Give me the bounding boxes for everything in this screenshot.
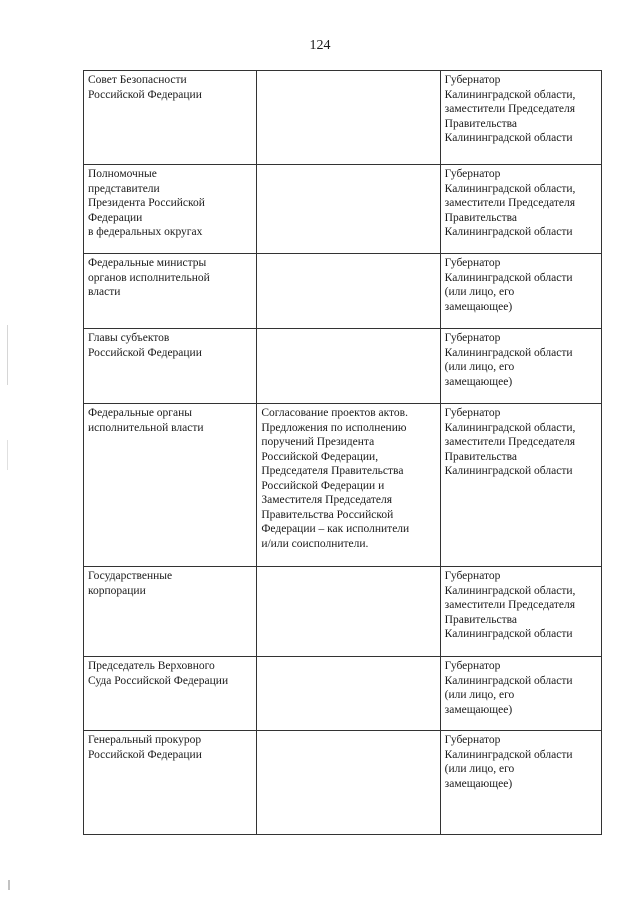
recipient-cell: Государственные корпорации: [84, 567, 257, 657]
signatory-cell: Губернатор Калининградской области, заместители Председателя Правительства Калининградской области: [440, 567, 601, 657]
action-cell: [257, 71, 440, 165]
table-row: [84, 404, 602, 567]
table-row: [84, 71, 602, 165]
table-row: [84, 567, 602, 657]
signatory-cell: Губернатор Калининградской области (или лицо, его замещающее): [440, 657, 601, 731]
table-row: [84, 329, 602, 404]
table-row: [84, 254, 602, 329]
action-cell: [257, 657, 440, 731]
action-cell: [257, 329, 440, 404]
signatory-cell: Губернатор Калининградской области (или лицо, его замещающее): [440, 731, 601, 835]
signatory-cell: Губернатор Калининградской области, заместители Председателя Правительства Калининградской области: [440, 165, 601, 254]
recipient-cell: Генеральный прокурор Российской Федерации: [84, 731, 257, 835]
signatory-cell: Губернатор Калининградской области, заместители Председателя Правительства Калининградской области: [440, 404, 601, 567]
recipient-cell: Главы субъектов Российской Федерации: [84, 329, 257, 404]
action-cell: [257, 731, 440, 835]
recipient-cell: Федеральные министры органов исполнительной власти: [84, 254, 257, 329]
signatory-cell: Губернатор Калининградской области (или лицо, его замещающее): [440, 329, 601, 404]
table-row: [84, 165, 602, 254]
action-cell: Согласование проектов актов. Предложения по исполнению поручений Президента Российской Федерации, Председателя Правительства Российской Федерации и Заместителя Председателя Правительства Российской Федерации – как исполнители и/или соисполнители.: [257, 404, 440, 567]
recipient-cell: Полномочные представители Президента Российской Федерации в федеральных округах: [84, 165, 257, 254]
recipient-cell: Федеральные органы исполнительной власти: [84, 404, 257, 567]
signatory-cell: Губернатор Калининградской области, заместители Председателя Правительства Калининградской области: [440, 71, 601, 165]
scan-artifact: [8, 880, 10, 890]
action-cell: [257, 165, 440, 254]
correspondence-table: [83, 70, 602, 835]
scan-artifact: [7, 440, 8, 470]
action-cell: [257, 254, 440, 329]
recipient-cell: Председатель Верховного Суда Российской Федерации: [84, 657, 257, 731]
scan-artifact: [7, 325, 8, 385]
page-number: 124: [309, 38, 331, 53]
signatory-cell: Губернатор Калининградской области (или лицо, его замещающее): [440, 254, 601, 329]
recipient-cell: Совет Безопасности Российской Федерации: [84, 71, 257, 165]
table-row: [84, 657, 602, 731]
action-cell: [257, 567, 440, 657]
table-row: [84, 731, 602, 835]
